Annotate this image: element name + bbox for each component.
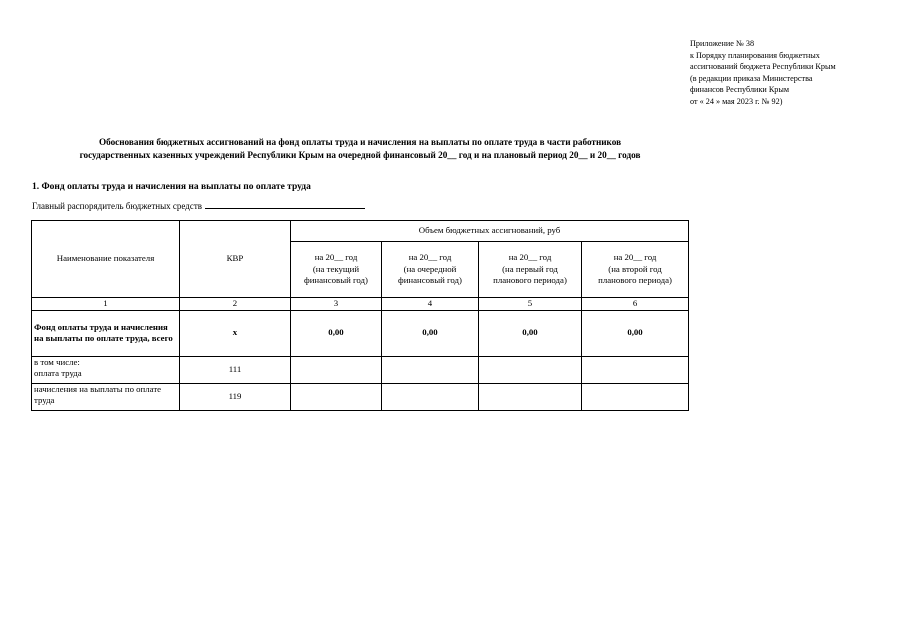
appendix-line: ассигнований бюджета Республики Крым <box>690 62 836 71</box>
header-period: на 20__ год (на первый год планового периода) <box>479 242 582 298</box>
row-value <box>291 383 382 410</box>
row-name: Фонд оплаты труда и начисления на выплаты по оплате труда, всего <box>32 310 180 356</box>
document-title-line: Обоснования бюджетных ассигнований на фонд оплаты труда и начисления на выплаты по оплате труда в части работников <box>98 137 622 147</box>
row-kvr: х <box>180 310 291 356</box>
column-number: 5 <box>479 298 582 311</box>
row-value: 0,00 <box>479 310 582 356</box>
distributor-label: Главный распорядитель бюджетных средств <box>32 201 202 211</box>
column-number-row <box>32 298 689 311</box>
section-heading: 1. Фонд оплаты труда и начисления на выплаты по оплате труда <box>32 182 311 192</box>
row-value <box>382 356 479 383</box>
appendix-line: (в редакции приказа Министерства <box>690 73 813 83</box>
table-header-row <box>32 221 689 242</box>
appendix-line: от « 24 » мая 2023 г. № 92) <box>690 96 783 106</box>
row-kvr: 111 <box>180 356 291 383</box>
column-number: 2 <box>180 298 291 311</box>
header-period: на 20__ год (на текущий финансовый год) <box>291 242 382 298</box>
column-number: 3 <box>291 298 382 311</box>
appendix-line: к Порядку планирования бюджетных <box>690 50 820 60</box>
row-kvr: 119 <box>180 383 291 410</box>
document-title <box>30 136 690 162</box>
table-row <box>32 383 689 410</box>
row-value <box>582 383 689 410</box>
row-value: 0,00 <box>382 310 479 356</box>
appendix-note <box>690 38 890 107</box>
header-period: на 20__ год (на очередной финансовый год) <box>382 242 479 298</box>
table-row <box>32 356 689 383</box>
distributor-line <box>32 199 365 211</box>
header-kvr: КВР <box>180 221 291 298</box>
appendix-line: Приложение № 38 <box>690 39 755 48</box>
header-name: Наименование показателя <box>32 221 180 298</box>
column-number: 4 <box>382 298 479 311</box>
row-value: 0,00 <box>291 310 382 356</box>
distributor-blank-field <box>205 199 365 209</box>
row-name: в том числе: оплата труда <box>32 356 180 383</box>
row-name: начисления на выплаты по оплате труда <box>32 383 180 410</box>
column-number: 6 <box>582 298 689 311</box>
column-number: 1 <box>32 298 180 311</box>
budget-table <box>31 220 689 411</box>
row-value <box>382 383 479 410</box>
row-value <box>479 356 582 383</box>
table-row <box>32 310 689 356</box>
header-period: на 20__ год (на второй год планового периода) <box>582 242 689 298</box>
document-title-line: государственных казенных учреждений Республики Крым на очередной финансовый 20__ год и на плановый период 20__ и 20__ годов <box>79 150 641 160</box>
row-value <box>479 383 582 410</box>
row-value <box>291 356 382 383</box>
row-value <box>582 356 689 383</box>
header-volume: Объем бюджетных ассигнований, руб <box>291 221 689 242</box>
appendix-line: финансов Республики Крым <box>690 85 790 94</box>
row-value: 0,00 <box>582 310 689 356</box>
